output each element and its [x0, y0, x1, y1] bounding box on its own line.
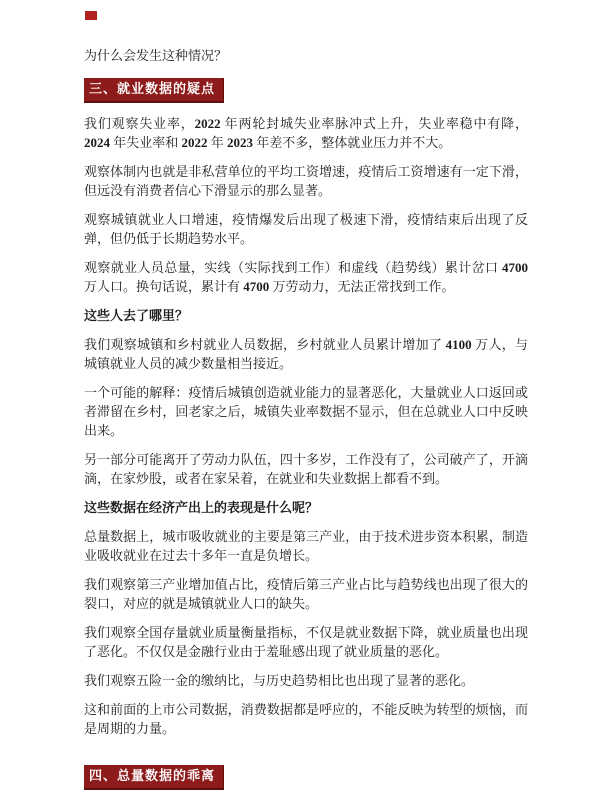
red-marker-icon — [85, 11, 97, 20]
intro-question: 为什么会发生这种情况？ — [84, 48, 228, 63]
paragraph: 另一部分可能离开了劳动力队伍，四十多岁，工作没有了，公司破产了，开滴滴，在家炒股，或者在家呆着，在就业和失业数据上都看不到。 — [84, 452, 528, 486]
section-heading: 四、总量数据的乖离 — [84, 765, 224, 790]
paragraph: 观察体制内也就是非私营单位的平均工资增速，疫情后工资增速有一定下滑，但远没有消费者信心下滑显示的那么显著。 — [84, 164, 528, 198]
section-heading-row — [84, 748, 528, 800]
paragraph: 观察就业人员总量，实线（实际找到工作）和虚线（趋势线）累计岔口 4700 万人口。换句话说，累计有 4700 万劳动力，无法正常找到工作。 — [84, 260, 528, 294]
question-line: 这些数据在经济产出上的表现是什么呢？ — [84, 500, 319, 515]
question-line: 这些人去了哪里？ — [84, 308, 189, 323]
paragraph: 观察城镇就业人口增速，疫情爆发后出现了极速下滑，疫情结束后出现了反弹，但仍低于长期趋势水平。 — [84, 212, 528, 246]
section-heading: 三、就业数据的疑点 — [84, 78, 224, 103]
paragraph: 我们观察失业率，2022 年两轮封城失业率脉冲式上升，失业率稳中有降，2024 年失业率和 2022 年 2023 年差不多，整体就业压力并不大。 — [84, 116, 528, 150]
paragraph: 我们观察城镇和乡村就业人员数据，乡村就业人员累计增加了 4100 万人，与城镇就业人员的减少数量相当接近。 — [84, 337, 528, 371]
paragraph: 一个可能的解释：疫情后城镇创造就业能力的显著恶化，大量就业人口返回或者滞留在乡村，回老家之后，城镇失业率数据不显示，但在总就业人口中反映出来。 — [84, 385, 528, 438]
paragraph: 总量数据上，城市吸收就业的主要是第三产业，由于技术进步资本积累，制造业吸收就业在过去十多年一直是负增长。 — [84, 529, 528, 563]
paragraph: 这和前面的上市公司数据，消费数据都是呼应的，不能反映为转型的烦恼，而是周期的力量。 — [84, 702, 528, 736]
document-body — [84, 46, 528, 800]
paragraph: 我们观察第三产业增加值占比，疫情后第三产业占比与趋势线也出现了很大的裂口，对应的就是城镇就业人口的缺失。 — [84, 577, 528, 611]
paragraph: 我们观察全国存量就业质量衡量指标，不仅是就业数据下降，就业质量也出现了恶化。不仅仅是金融行业由于羞耻感出现了就业质量的恶化。 — [84, 625, 528, 659]
paragraph: 我们观察五险一金的缴纳比，与历史趋势相比也出现了显著的恶化。 — [84, 673, 475, 688]
section-heading-row — [84, 75, 528, 114]
